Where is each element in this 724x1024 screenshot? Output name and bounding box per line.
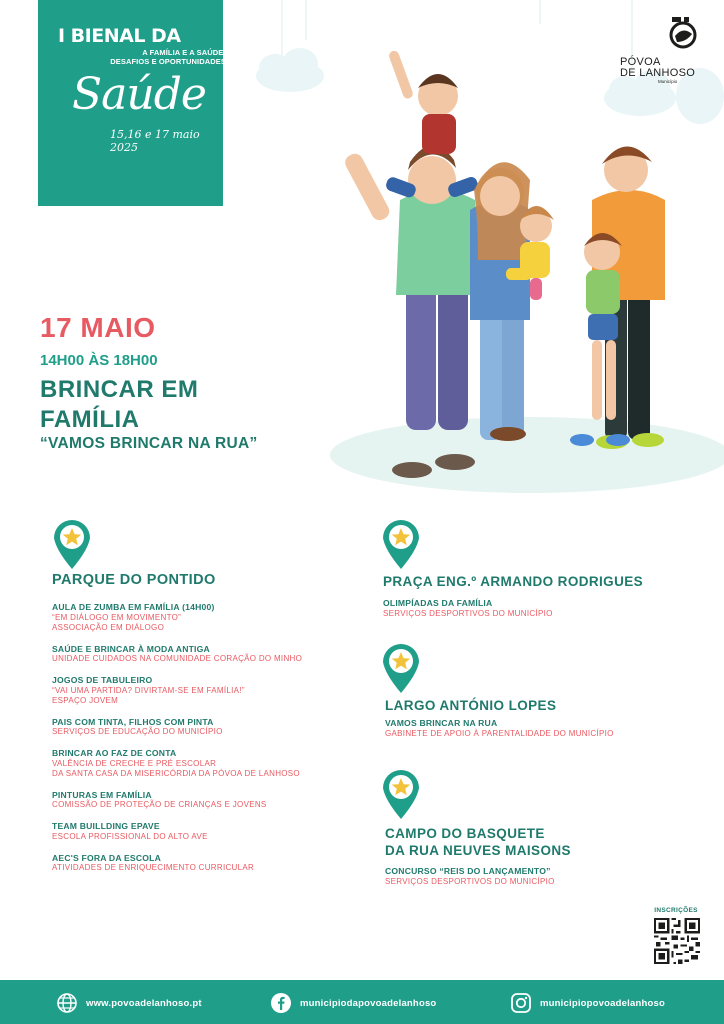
activity-item <box>52 717 372 738</box>
location-campo-do-basquete <box>385 825 705 887</box>
location-pin-icon <box>381 768 421 820</box>
activity-name: PINTURAS EM FAMÍLIA <box>52 789 152 800</box>
qr-code-icon[interactable] <box>654 918 700 964</box>
event-title-2: FAMÍLIA <box>40 406 140 433</box>
activity-organizer: COMISSÃO DE PROTEÇÃO DE CRIANÇAS E JOVENS <box>52 800 267 809</box>
event-date: 17 MAIO <box>40 312 156 343</box>
registration-label: INSCRIÇÕES <box>654 907 698 914</box>
bienal-logo <box>38 0 226 206</box>
activity-name: JOGOS DE TABULEIRO <box>52 675 153 685</box>
instagram-icon <box>510 992 532 1014</box>
activity-organizer: ESPAÇO JOVEM <box>52 695 119 705</box>
activity-item <box>385 718 705 739</box>
activity-organizer: UNIDADE CUIDADOS NA COMUNIDADE CORAÇÃO DO MINHO <box>52 654 303 663</box>
logo-subtitle-2: DESAFIOS E OPORTUNIDADES <box>110 57 226 66</box>
activity-item <box>52 790 372 811</box>
activity-name: AEC'S FORA DA ESCOLA <box>52 852 162 863</box>
footer-bar <box>0 980 724 1024</box>
location-pin-icon <box>381 518 421 570</box>
footer-facebook-text: municipiodapovoadelanhoso <box>300 997 437 1009</box>
activity-organizer: ATIVIDADES DE ENRIQUECIMENTO CURRICULAR <box>52 863 255 872</box>
activity-name: VAMOS BRINCAR NA RUA <box>385 718 498 728</box>
location-title: PARQUE DO PONTIDO <box>52 572 216 588</box>
activity-item <box>52 748 372 779</box>
location-parque-do-pontido <box>52 572 372 873</box>
activity-name: TEAM BUILLDING EPAVE <box>52 821 160 831</box>
municipality-sub: Município <box>658 79 678 84</box>
facebook-icon <box>270 992 292 1014</box>
location-title: PRAÇA ENG.º ARMANDO RODRIGUES <box>383 574 644 589</box>
activity-name: CONCURSO “REIS DO LANÇAMENTO” <box>385 866 551 876</box>
activity-name: SAÚDE E BRINCAR À MODA ANTIGA <box>52 643 210 654</box>
activity-name: OLIMPÍADAS DA FAMÍLIA <box>383 598 493 608</box>
activity-organizer: GABINETE DE APOIO À PARENTALIDADE DO MUNICÍPIO <box>385 728 614 738</box>
activity-name: AULA DE ZUMBA EM FAMÍLIA (14H00) <box>52 602 215 612</box>
logo-title: I BIENAL DA <box>58 25 181 47</box>
location-title-2: DA RUA NEUVES MAISONS <box>385 843 571 858</box>
activity-organizer: SERVIÇOS DESPORTIVOS DO MUNICÍPIO <box>385 876 555 886</box>
municipality-name-1: PÓVOA <box>620 56 661 68</box>
event-time: 14H00 ÀS 18H00 <box>40 352 158 369</box>
location-title-1: CAMPO DO BASQUETE <box>385 826 545 841</box>
footer-website-link[interactable] <box>56 992 202 1014</box>
location-pin-icon <box>381 642 421 694</box>
logo-subtitle-1: A FAMÍLIA E A SAÚDE: <box>142 48 226 57</box>
footer-facebook-link[interactable] <box>270 992 436 1014</box>
activity-item <box>52 644 372 665</box>
activity-detail: “EM DIÁLOGO EM MOVIMENTO” <box>52 612 182 622</box>
event-title-1: BRINCAR EM <box>40 376 199 403</box>
activity-item <box>52 853 372 874</box>
logo-dates: 15,16 e 17 maio 2025 <box>110 128 200 154</box>
activity-item <box>52 602 372 633</box>
activity-organizer: ASSOCIAÇÃO EM DIÁLOGO <box>52 622 165 632</box>
activity-organizer: DA SANTA CASA DA MISERICÓRDIA DA PÓVOA DE LANHOSO <box>52 768 300 778</box>
event-info <box>40 312 340 453</box>
activity-organizer: ESCOLA PROFISSIONAL DO ALTO AVE <box>52 831 208 841</box>
footer-website-text: www.povoadelanhoso.pt <box>86 997 202 1009</box>
activity-organizer: SERVIÇOS DESPORTIVOS DO MUNICÍPIO <box>383 608 553 618</box>
registration-qr-block[interactable] <box>651 907 701 969</box>
footer-instagram-text: municipiopovoadelanhoso <box>540 997 665 1009</box>
activity-name: PAIS COM TINTA, FILHOS COM PINTA <box>52 716 214 727</box>
location-largo-antonio-lopes <box>385 697 705 739</box>
activity-item <box>52 821 372 842</box>
activity-name: BRINCAR AO FAZ DE CONTA <box>52 748 177 758</box>
location-pin-icon <box>52 518 92 570</box>
logo-script-word: Saúde <box>72 69 206 120</box>
activity-item <box>52 675 372 706</box>
event-subtitle: “VAMOS BRINCAR NA RUA” <box>40 435 258 452</box>
activity-organizer: SERVIÇOS DE EDUCAÇÃO DO MUNICÍPIO <box>52 727 223 736</box>
location-title: LARGO ANTÓNIO LOPES <box>385 698 557 713</box>
municipality-name-2: DE LANHOSO <box>620 67 696 79</box>
activity-organizer: VALÊNCIA DE CRECHE E PRÉ ESCOLAR <box>52 758 217 768</box>
globe-icon <box>56 992 78 1014</box>
activity-item <box>385 866 705 887</box>
activity-item <box>383 598 703 619</box>
activity-detail: “VAI UMA PARTIDA? DIVIRTAM-SE EM FAMÍLIA!” <box>52 685 245 695</box>
family-illustration <box>330 30 724 510</box>
location-praca-armando-rodrigues <box>383 573 703 619</box>
footer-instagram-link[interactable] <box>510 992 665 1014</box>
